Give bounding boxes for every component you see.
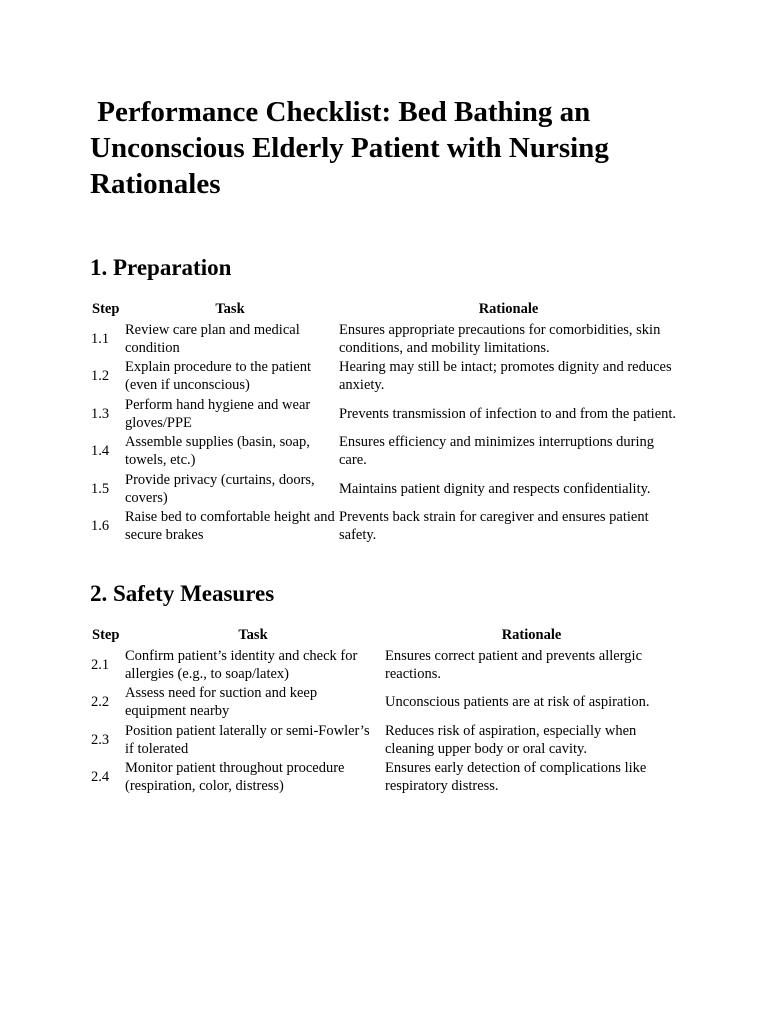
rationale-cell: Unconscious patients are at risk of aspiration. xyxy=(385,694,650,711)
section-heading-preparation: 1. Preparation xyxy=(90,255,232,280)
rationale-cell: Prevents transmission of infection to and from the patient. xyxy=(339,405,677,422)
column-header-task: Task xyxy=(215,301,245,317)
table-row xyxy=(88,433,680,471)
step-cell: 1.6 xyxy=(91,518,110,535)
step-cell: 1.5 xyxy=(91,480,110,497)
task-cell: Assemble supplies (basin, soap, towels, etc.) xyxy=(125,434,310,469)
rationale-cell: Maintains patient dignity and respects confidentiality. xyxy=(339,480,651,497)
rationale-cell: Reduces risk of aspiration, especially when cleaning upper body or oral cavity. xyxy=(385,722,637,757)
rationale-cell: Prevents back strain for caregiver and ensures patient safety. xyxy=(339,509,649,544)
document-title: Performance Checklist: Bed Bathing an Unconscious Elderly Patient with Nursing Rationales xyxy=(90,96,617,200)
column-header-task: Task xyxy=(238,627,268,643)
table-row xyxy=(88,358,680,396)
task-cell: Explain procedure to the patient (even if unconscious) xyxy=(125,359,312,394)
step-cell: 1.4 xyxy=(91,443,110,460)
step-cell: 1.1 xyxy=(91,330,110,347)
task-cell: Perform hand hygiene and wear gloves/PPE xyxy=(125,396,311,431)
rationale-cell: Hearing may still be intact; promotes dignity and reduces anxiety. xyxy=(339,359,672,394)
column-header-rationale: Rationale xyxy=(501,627,562,643)
table-row xyxy=(88,470,680,508)
step-cell: 2.1 xyxy=(91,656,110,673)
table-header-row xyxy=(88,626,680,646)
column-header-step: Step xyxy=(92,627,120,643)
task-cell: Provide privacy (curtains, doors, covers) xyxy=(125,471,315,506)
table-row xyxy=(88,320,680,358)
safety-measures-table xyxy=(88,626,680,796)
table-row xyxy=(88,721,680,759)
step-cell: 1.3 xyxy=(91,405,110,422)
rationale-cell: Ensures appropriate precautions for comorbidities, skin conditions, and mobility limitations. xyxy=(339,321,661,356)
table-row xyxy=(88,395,680,433)
table-row xyxy=(88,684,680,722)
table-row xyxy=(88,759,680,797)
task-cell: Position patient laterally or semi-Fowler’s if tolerated xyxy=(125,722,370,757)
step-cell: 1.2 xyxy=(91,368,110,385)
column-header-rationale: Rationale xyxy=(478,301,539,317)
rationale-cell: Ensures early detection of complications like respiratory distress. xyxy=(385,760,647,795)
step-cell: 2.4 xyxy=(91,769,110,786)
task-cell: Monitor patient throughout procedure (respiration, color, distress) xyxy=(125,760,345,795)
preparation-table xyxy=(88,300,680,545)
task-cell: Assess need for suction and keep equipment nearby xyxy=(125,685,318,720)
table-row xyxy=(88,508,680,546)
column-header-step: Step xyxy=(92,301,120,317)
task-cell: Confirm patient’s identity and check for allergies (e.g., to soap/latex) xyxy=(125,647,358,682)
table-header-row xyxy=(88,300,680,320)
step-cell: 2.2 xyxy=(91,694,110,711)
task-cell: Raise bed to comfortable height and secure brakes xyxy=(125,509,335,544)
rationale-cell: Ensures efficiency and minimizes interruptions during care. xyxy=(339,434,655,469)
table-row xyxy=(88,646,680,684)
rationale-cell: Ensures correct patient and prevents allergic reactions. xyxy=(385,647,642,682)
step-cell: 2.3 xyxy=(91,731,110,748)
task-cell: Review care plan and medical condition xyxy=(125,321,300,356)
section-heading-safety-measures: 2. Safety Measures xyxy=(90,581,275,606)
